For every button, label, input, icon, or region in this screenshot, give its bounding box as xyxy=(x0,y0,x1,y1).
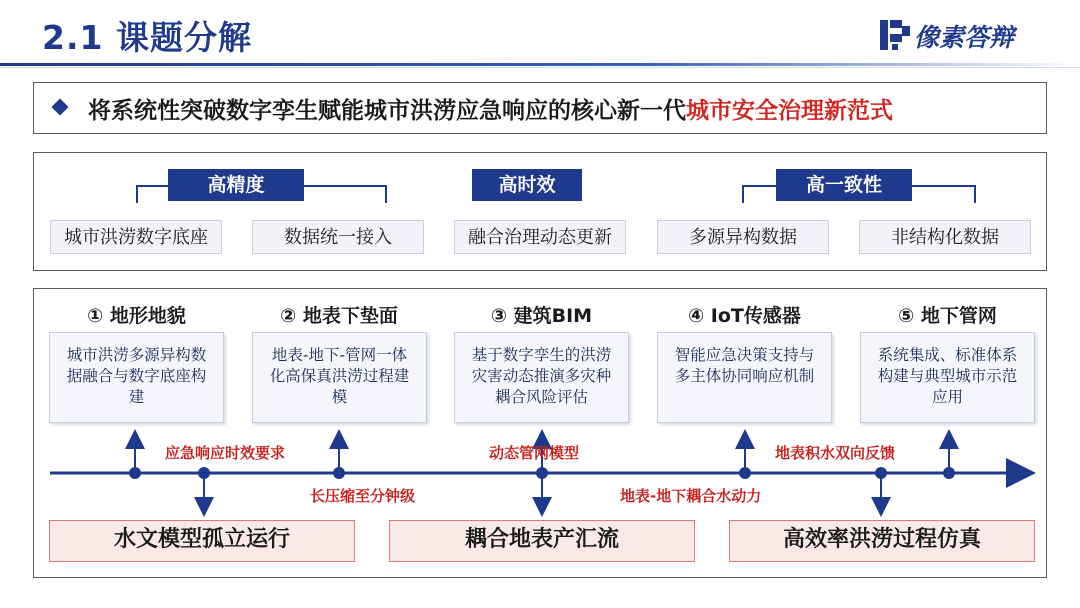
feature-item: 非结构化数据 xyxy=(859,220,1031,254)
module-description: 系统集成、标准体系构建与典型城市示范应用 xyxy=(860,332,1035,423)
diamond-bullet-icon xyxy=(52,99,69,116)
feature-header-precision: 高精度 xyxy=(168,169,304,201)
module-title: ④ IoT传感器 xyxy=(688,305,801,327)
module-description: 城市洪涝多源异构数据融合与数字底座构建 xyxy=(49,332,224,423)
problem-box: 耦合地表产汇流 xyxy=(389,520,695,562)
timeline-label: 长压缩至分钟级 xyxy=(310,487,416,505)
title-divider xyxy=(0,63,1080,66)
core-statement-highlight: 城市安全治理新范式 xyxy=(686,98,893,124)
feature-item: 数据统一接入 xyxy=(252,220,424,254)
core-statement xyxy=(88,92,893,125)
page-title: 2.1 课题分解 xyxy=(42,18,252,57)
decomposition-panel xyxy=(33,288,1047,578)
core-statement-prefix: 将系统性突破数字孪生赋能城市洪涝应急响应的核心新一代 xyxy=(88,98,686,124)
problem-box: 高效率洪涝过程仿真 xyxy=(729,520,1035,562)
module-title: ① 地形地貌 xyxy=(87,305,186,327)
pixel-logo-icon xyxy=(880,20,910,50)
module-description: 基于数字孪生的洪涝灾害动态推演多灾种耦合风险评估 xyxy=(454,332,629,423)
feature-header-timeliness: 高时效 xyxy=(472,169,582,201)
problem-box: 水文模型孤立运行 xyxy=(49,520,355,562)
module-description: 智能应急决策支持与多主体协同响应机制 xyxy=(657,332,832,423)
module-title: ③ 建筑BIM xyxy=(490,305,593,327)
timeline-label: 动态管网模型 xyxy=(489,444,580,462)
features-panel xyxy=(33,152,1047,271)
timeline-label: 地表积水双向反馈 xyxy=(775,444,896,462)
title-divider-thin xyxy=(0,67,1080,68)
feature-item: 融合治理动态更新 xyxy=(454,220,626,254)
module-title: ⑤ 地下管网 xyxy=(898,305,997,327)
module-title: ② 地表下垫面 xyxy=(280,305,398,327)
core-statement-banner xyxy=(33,82,1047,134)
timeline-label: 应急响应时效要求 xyxy=(165,444,286,462)
logo-text: 像素答辩 xyxy=(914,23,1015,52)
feature-header-consistency: 高一致性 xyxy=(776,169,912,201)
module-description: 地表-地下-管网一体化高保真洪涝过程建模 xyxy=(252,332,427,423)
feature-item: 城市洪涝数字底座 xyxy=(50,220,222,254)
timeline-label: 地表-地下耦合水动力 xyxy=(620,487,762,505)
feature-item: 多源异构数据 xyxy=(657,220,829,254)
